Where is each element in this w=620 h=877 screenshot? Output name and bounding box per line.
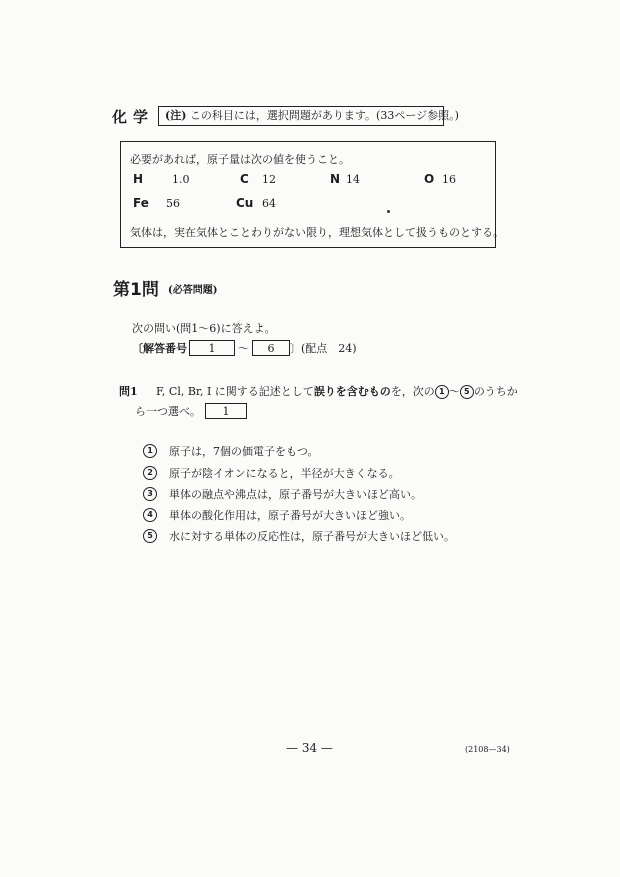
- circled-number-icon: 1: [143, 444, 157, 458]
- problem-answer-box: 1: [205, 403, 247, 419]
- range-tilde: ～: [448, 385, 460, 398]
- problem-text-c: のうちか: [473, 385, 518, 398]
- circled-number-icon: 2: [143, 466, 157, 480]
- problem-label: 問1: [119, 385, 138, 398]
- answer-box-start: 1: [189, 340, 235, 356]
- question-title: 第1問: [113, 280, 159, 300]
- element-mass: 12: [262, 173, 276, 186]
- problem-text-line2: [135, 403, 247, 419]
- element-symbol: C: [240, 172, 249, 186]
- answer-box-end: 6: [252, 340, 290, 356]
- option-item: [143, 507, 411, 523]
- note-box: [158, 106, 459, 126]
- circled-number-icon: 5: [143, 529, 157, 543]
- element-symbol: O: [424, 172, 435, 186]
- circled-number-icon: 4: [143, 508, 157, 522]
- problem-text-bold: 誤りを含むもの: [313, 385, 391, 398]
- element-symbol: H: [133, 172, 144, 186]
- circled-number-icon: 1: [435, 385, 449, 399]
- page-number: — 34 —: [286, 741, 333, 755]
- element-mass: 64: [262, 197, 276, 210]
- problem-line2: ら一つ選べ。: [135, 405, 201, 418]
- option-item: [143, 443, 319, 459]
- answer-tilde: ～: [238, 342, 249, 355]
- element-mass: 1.0: [172, 173, 190, 186]
- option-text: 原子が陰イオンになると，半径が大きくなる。: [169, 467, 400, 480]
- problem-text-a: F, Cl, Br, I に関する記述として: [156, 385, 314, 398]
- print-speck: [387, 210, 390, 213]
- option-item: [143, 528, 455, 544]
- element-mass: 14: [346, 173, 360, 186]
- option-text: 単体の融点や沸点は，原子番号が大きいほど高い。: [169, 488, 422, 501]
- atomic-mass-intro: 必要があれば，原子量は次の値を使うこと。: [130, 153, 350, 166]
- problem-text-b: を，次の: [390, 385, 435, 398]
- subject-title: 化学: [112, 108, 155, 126]
- gas-note: 気体は，実在気体とことわりがない限り，理想気体として扱うものとする。: [130, 226, 504, 239]
- option-item: [143, 465, 400, 481]
- answer-suffix: 〕(配点 24): [290, 342, 357, 355]
- circled-number-icon: 5: [460, 385, 474, 399]
- option-text: 単体の酸化作用は，原子番号が大きいほど強い。: [169, 509, 411, 522]
- question-instruction: 次の問い(問1～6)に答えよ。: [132, 322, 276, 335]
- answer-prefix: 〔解答番号: [132, 342, 187, 355]
- problem-text: [156, 383, 518, 399]
- element-symbol: Cu: [236, 196, 254, 210]
- circled-number-icon: 3: [143, 487, 157, 501]
- note-text: この科目には，選択問題があります。(33ページ参照。): [189, 109, 459, 122]
- note-label: (注): [165, 109, 187, 122]
- page-code: (2108—34): [465, 745, 510, 754]
- element-mass: 56: [166, 197, 180, 210]
- answer-range-line: [132, 339, 357, 357]
- element-symbol: Fe: [133, 196, 149, 210]
- element-symbol: N: [330, 172, 341, 186]
- element-mass: 16: [442, 173, 456, 186]
- option-item: [143, 486, 422, 502]
- required-label: (必答問題): [168, 285, 218, 296]
- option-text: 水に対する単体の反応性は，原子番号が大きいほど低い。: [169, 530, 455, 543]
- option-text: 原子は，7個の価電子をもつ。: [169, 445, 319, 458]
